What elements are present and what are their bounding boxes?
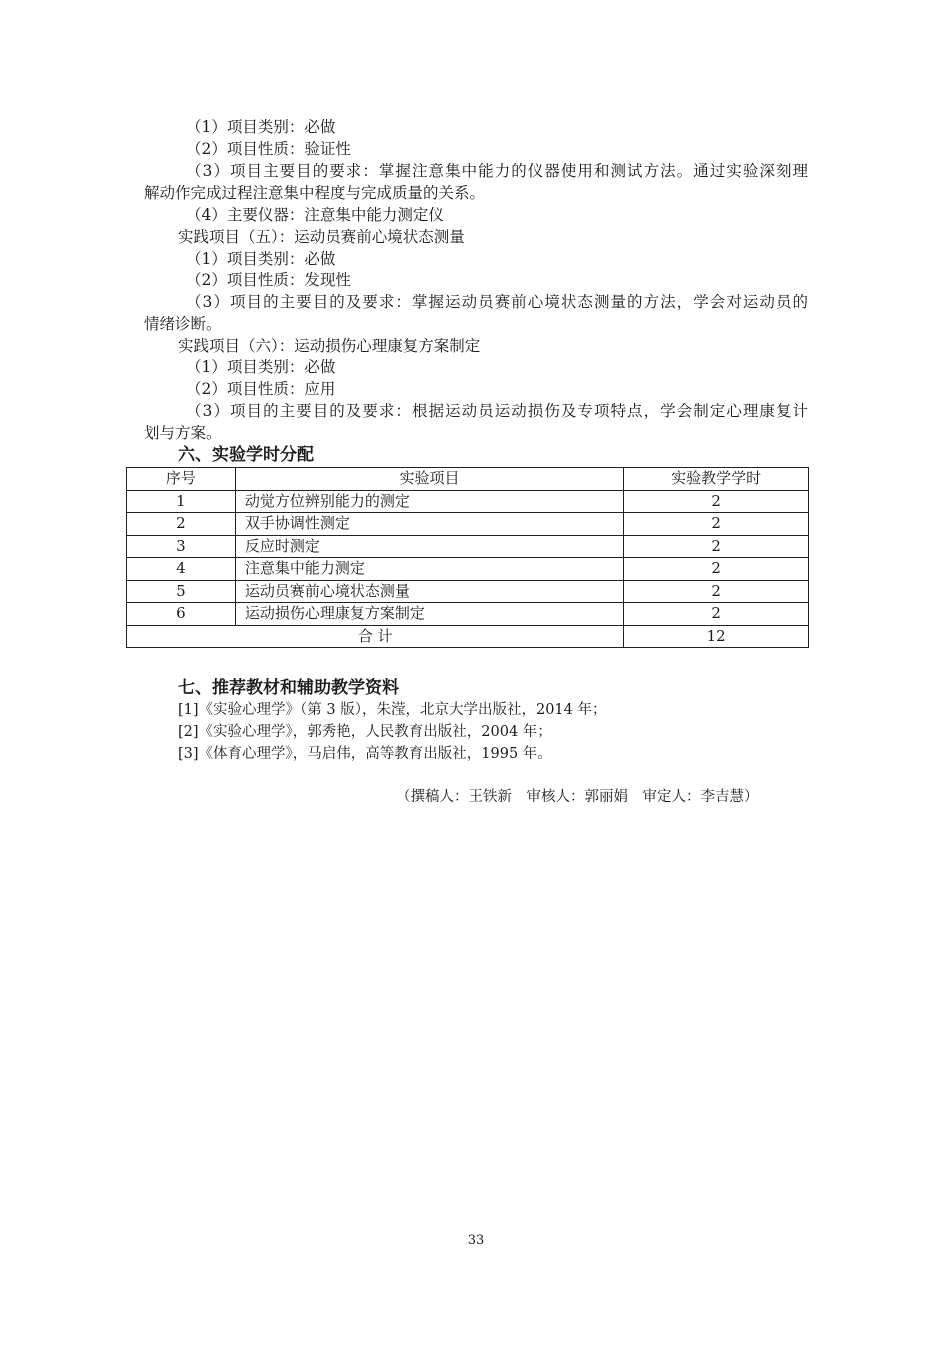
signature-line: （撰稿人：王铁新 审核人：郭丽娟 审定人：李吉慧）: [396, 789, 759, 805]
cell-item: 动觉方位辨别能力的测定: [235, 490, 623, 513]
text-line: （2）项目性质：发现性: [186, 271, 351, 289]
reference-item: [2]《实验心理学》，郭秀艳，人民教育出版社，2004 年；: [178, 724, 552, 740]
cell-hours: 2: [624, 580, 809, 603]
text-line: （4）主要仪器：注意集中能力测定仪: [186, 206, 444, 224]
text-line: （2）项目性质：应用: [186, 380, 336, 398]
table-row: [127, 603, 809, 626]
text-line: 解动作完成过程注意集中程度与完成质量的关系。: [144, 184, 486, 202]
column-header: 序号: [127, 468, 236, 491]
table-row: [127, 558, 809, 581]
text-line: 实践项目（五）：运动员赛前心境状态测量: [178, 228, 465, 246]
table-row: [127, 513, 809, 536]
table-row: [127, 580, 809, 603]
reference-item: [1]《实验心理学》（第 3 版），朱滢，北京大学出版社，2014 年；: [178, 702, 607, 718]
cell-index: 2: [127, 513, 236, 536]
text-line: （3）项目主要目的要求：掌握注意集中能力的仪器使用和测试方法。通过实验深刻理: [186, 162, 808, 180]
page-number: 33: [467, 1233, 485, 1248]
cell-index: 6: [127, 603, 236, 626]
cell-item: 运动损伤心理康复方案制定: [235, 603, 623, 626]
text-line: （3）项目的主要目的及要求：掌握运动员赛前心境状态测量的方法，学会对运动员的: [186, 293, 808, 311]
cell-item: 反应时测定: [235, 535, 623, 558]
cell-hours: 2: [624, 603, 809, 626]
cell-item: 运动员赛前心境状态测量: [235, 580, 623, 603]
cell-hours: 2: [624, 535, 809, 558]
text-line: （1）项目类别：必做: [186, 358, 336, 376]
cell-index: 3: [127, 535, 236, 558]
cell-hours: 2: [624, 513, 809, 536]
column-header: 实验教学学时: [624, 468, 809, 491]
text-line: 实践项目（六）：运动损伤心理康复方案制定: [178, 337, 481, 355]
table-total-row: [127, 625, 809, 648]
text-line: （3）项目的主要目的及要求：根据运动员运动损伤及专项特点，学会制定心理康复计: [186, 402, 808, 420]
text-line: （2）项目性质：验证性: [186, 140, 351, 158]
cell-hours: 2: [624, 490, 809, 513]
table-row: [127, 535, 809, 558]
hours-table: [126, 467, 809, 648]
text-line: 划与方案。: [144, 424, 222, 442]
cell-index: 4: [127, 558, 236, 581]
cell-index: 1: [127, 490, 236, 513]
cell-item: 双手协调性测定: [235, 513, 623, 536]
section-heading: 六、实验学时分配: [178, 445, 314, 465]
cell-item: 注意集中能力测定: [235, 558, 623, 581]
total-value: 12: [624, 625, 809, 648]
section-heading: 七、推荐教材和辅助教学资料: [178, 678, 399, 698]
cell-hours: 2: [624, 558, 809, 581]
text-line: 情绪诊断。: [144, 315, 222, 333]
total-label: 合 计: [127, 625, 624, 648]
reference-item: [3]《体育心理学》，马启伟，高等教育出版社，1995 年。: [178, 746, 552, 762]
table-header-row: [127, 468, 809, 491]
text-line: （1）项目类别：必做: [186, 250, 336, 268]
cell-index: 5: [127, 580, 236, 603]
text-line: （1）项目类别：必做: [186, 118, 336, 136]
column-header: 实验项目: [235, 468, 623, 491]
table-row: [127, 490, 809, 513]
